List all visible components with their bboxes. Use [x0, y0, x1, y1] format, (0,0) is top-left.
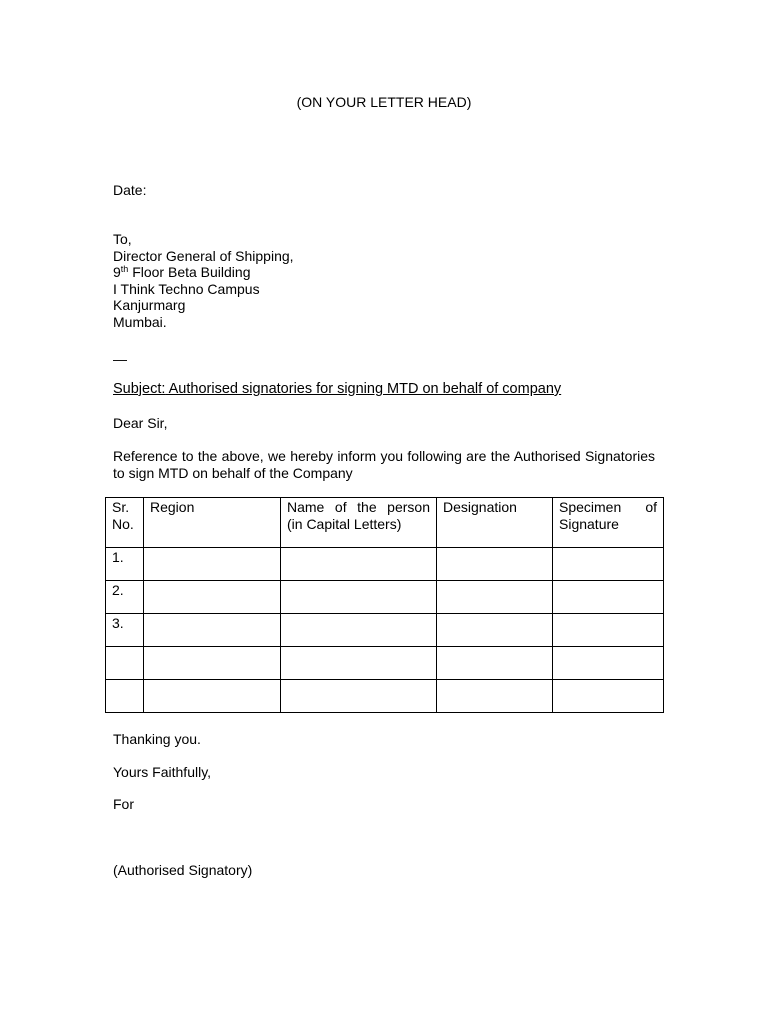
header-sr-line1: Sr.	[112, 499, 130, 515]
table-row	[106, 680, 664, 713]
cell-designation[interactable]	[437, 581, 553, 614]
cell-region[interactable]	[144, 614, 281, 647]
authorised-signatory: (Authorised Signatory)	[113, 862, 253, 878]
table-header-row	[106, 498, 664, 548]
floor-suffix: th	[120, 264, 129, 275]
cell-name[interactable]	[281, 680, 437, 713]
address-line-1: Director General of Shipping,	[113, 247, 294, 264]
cell-region[interactable]	[144, 548, 281, 581]
cell-designation[interactable]	[437, 680, 553, 713]
body-line-1: Reference to the above, we hereby inform you following are the Authorised Signatories	[113, 448, 655, 464]
body-line-2: to sign MTD on behalf of the Company	[113, 465, 353, 481]
subject-label: Subject:	[113, 381, 166, 397]
header-specimen-line1: Specimen of	[559, 499, 657, 515]
letter-head-placeholder: (ON YOUR LETTER HEAD)	[296, 94, 472, 110]
greeting: Dear Sir,	[113, 415, 168, 431]
date-label: Date:	[113, 182, 147, 198]
body-paragraph	[113, 448, 655, 482]
cell-name[interactable]	[281, 581, 437, 614]
cell-sr	[106, 680, 144, 713]
recipient-address	[113, 231, 294, 331]
signatories-table	[105, 497, 664, 713]
cell-specimen[interactable]	[553, 548, 664, 581]
cell-specimen[interactable]	[553, 581, 664, 614]
cell-sr	[106, 647, 144, 680]
header-name	[281, 498, 437, 548]
cell-sr: 2.	[106, 581, 144, 614]
for-label: For	[113, 796, 134, 812]
floor-text: Floor Beta Building	[128, 264, 251, 281]
subject-line	[113, 381, 561, 397]
address-line-5: Mumbai.	[113, 313, 167, 330]
table-row	[106, 614, 664, 647]
cell-designation[interactable]	[437, 647, 553, 680]
cell-specimen[interactable]	[553, 614, 664, 647]
cell-name[interactable]	[281, 614, 437, 647]
cell-sr: 3.	[106, 614, 144, 647]
address-to: To,	[113, 231, 132, 247]
cell-region[interactable]	[144, 647, 281, 680]
address-line-3: I Think Techno Campus	[113, 280, 260, 297]
cell-name[interactable]	[281, 647, 437, 680]
cell-sr: 1.	[106, 548, 144, 581]
address-line-4: Kanjurmarg	[113, 297, 186, 314]
cell-specimen[interactable]	[553, 680, 664, 713]
header-designation: Designation	[437, 498, 553, 548]
floor-number: 9	[113, 264, 121, 281]
header-region: Region	[144, 498, 281, 548]
table-row	[106, 581, 664, 614]
header-sr-no	[106, 498, 144, 548]
table-row	[106, 647, 664, 680]
cell-region[interactable]	[144, 581, 281, 614]
header-sr-line2: No.	[112, 515, 134, 532]
table-row	[106, 548, 664, 581]
header-name-line2: (in Capital Letters)	[287, 515, 402, 532]
yours-faithfully: Yours Faithfully,	[113, 764, 212, 780]
cell-region[interactable]	[144, 680, 281, 713]
header-name-line1: Name of the person	[287, 499, 430, 515]
cell-designation[interactable]	[437, 548, 553, 581]
separator-dash: —	[113, 351, 127, 367]
header-specimen-line2: Signature	[559, 515, 619, 532]
address-line-2	[113, 264, 294, 281]
cell-specimen[interactable]	[553, 647, 664, 680]
header-specimen	[553, 498, 664, 548]
subject-text: Authorised signatories for signing MTD on behalf of company	[165, 381, 562, 397]
thanking-line: Thanking you.	[113, 731, 201, 747]
cell-name[interactable]	[281, 548, 437, 581]
cell-designation[interactable]	[437, 614, 553, 647]
